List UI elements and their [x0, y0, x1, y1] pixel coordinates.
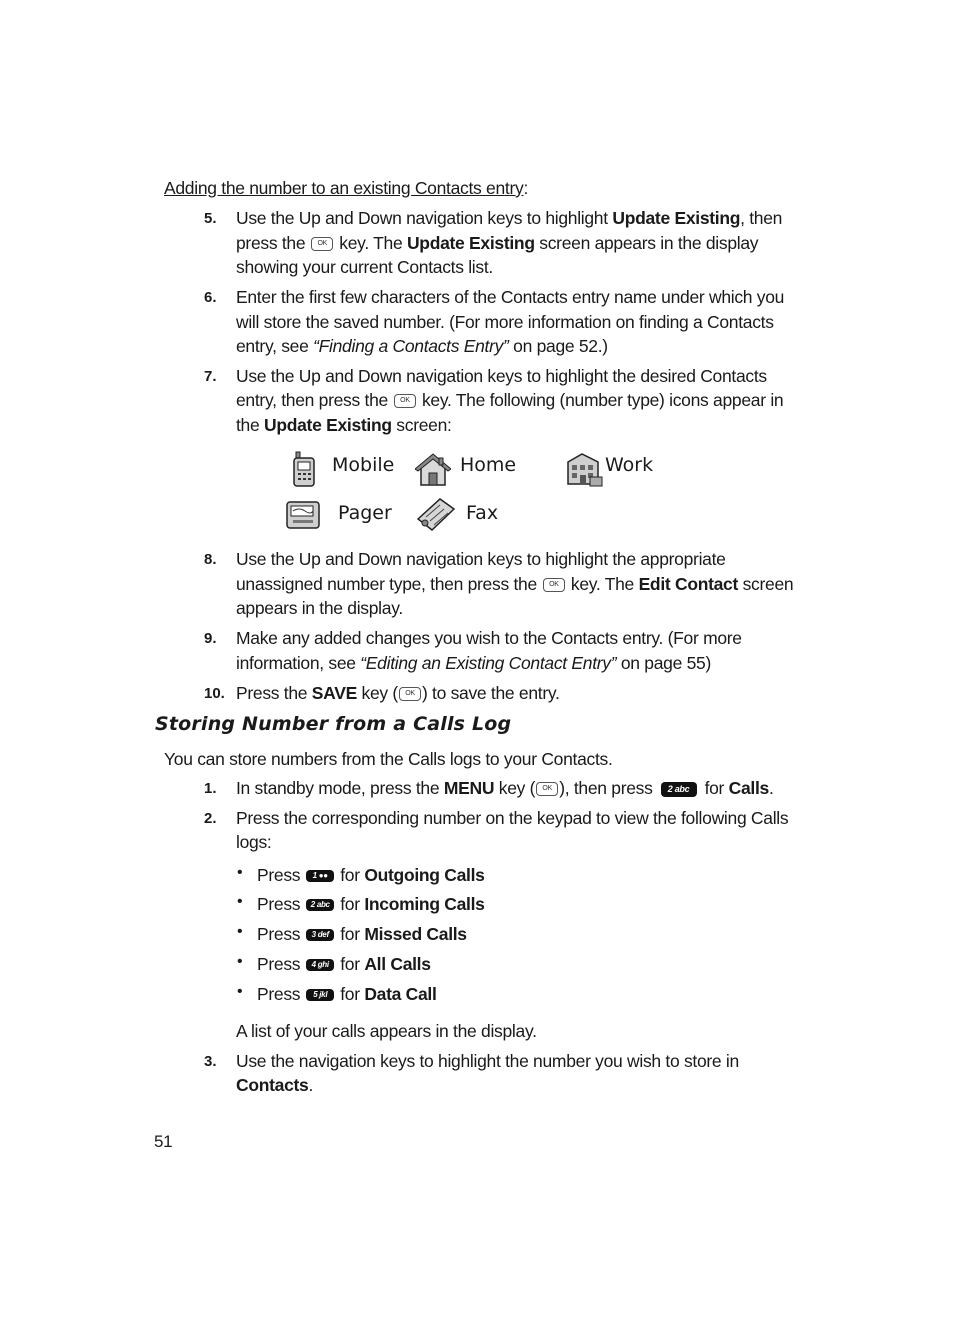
icon-label-fax: Fax [466, 502, 499, 524]
step-text: unassigned number type, then press the OK key. The Edit Contact screen [236, 574, 794, 594]
bullet-icon: • [237, 983, 243, 1000]
cross-reference-link: “Editing an Existing Contact Entry” [360, 653, 617, 673]
step-text: Use the Up and Down navigation keys to highlight the desired Contacts [236, 366, 767, 386]
ok-key-icon: OK [536, 782, 558, 796]
step-text: entry, then press the OK key. The following (number type) icons appear in [236, 390, 784, 410]
fax-icon [416, 497, 456, 533]
house-icon [415, 452, 451, 488]
step-number: 1. [204, 780, 217, 797]
ok-key-icon: OK [394, 394, 416, 408]
bullet-icon: • [237, 864, 243, 881]
icon-label-pager: Pager [338, 502, 392, 524]
ok-key-icon: OK [311, 237, 333, 251]
keypad-4-icon: 4 ghi [306, 959, 334, 971]
step-text: Press the corresponding number on the keypad to view the following Calls [236, 808, 789, 828]
step-text: Make any added changes you wish to the Contacts entry. (For more [236, 628, 742, 648]
icon-label-home: Home [460, 454, 517, 476]
ok-key-icon: OK [399, 687, 421, 701]
subsection-intro: Adding the number to an existing Contacts entry: [164, 178, 529, 198]
subsection-intro-text: Adding the number to an existing Contacts entry [164, 178, 524, 198]
page-number: 51 [154, 1132, 173, 1151]
keypad-1-icon: 1 ●● [306, 870, 334, 882]
icon-label-mobile: Mobile [332, 454, 395, 476]
ok-key-icon: OK [543, 578, 565, 592]
step-text: Use the Up and Down navigation keys to highlight the appropriate [236, 549, 726, 569]
step-text: In standby mode, press the MENU key ( OK ), then press 2 abc for Calls. [236, 778, 774, 798]
step-text: Enter the first few characters of the Contacts entry name under which you [236, 287, 785, 307]
step-text: the Update Existing screen: [236, 415, 452, 435]
list-item: Press 1 ●● for Outgoing Calls [257, 865, 485, 885]
section-heading: Storing Number from a Calls Log [155, 713, 512, 735]
list-item: Press 2 abc for Incoming Calls [257, 894, 485, 914]
step-text: Press the SAVE key ( OK ) to save the entry. [236, 683, 560, 703]
step-number: 5. [204, 210, 217, 227]
list-item: Press 5 jkl for Data Call [257, 984, 437, 1004]
step-number: 10. [204, 685, 225, 702]
icon-label-work: Work [605, 454, 654, 476]
mobile-phone-icon [290, 450, 320, 488]
step-text: Use the Up and Down navigation keys to highlight Update Existing, then [236, 208, 783, 228]
bullet-icon: • [237, 893, 243, 910]
keypad-2-icon: 2 abc [661, 782, 697, 797]
cross-reference-link: “Finding a Contacts Entry” [313, 336, 509, 356]
section-intro: You can store numbers from the Calls logs to your Contacts. [164, 749, 613, 769]
step-number: 3. [204, 1053, 217, 1070]
step-text: information, see “Editing an Existing Contact Entry” on page 55) [236, 653, 711, 673]
keypad-2-icon: 2 abc [306, 899, 334, 911]
pager-icon [285, 498, 323, 532]
step-number: 2. [204, 810, 217, 827]
step-text: appears in the display. [236, 598, 403, 618]
step-number: 6. [204, 289, 217, 306]
step-text: entry, see “Finding a Contacts Entry” on page 52.) [236, 336, 608, 356]
step-text: press the OK key. The Update Existing screen appears in the display [236, 233, 759, 253]
step-text: logs: [236, 832, 272, 852]
list-item: Press 3 def for Missed Calls [257, 924, 467, 944]
bullet-icon: • [237, 923, 243, 940]
list-item: Press 4 ghi for All Calls [257, 954, 431, 974]
list-result-text: A list of your calls appears in the display. [236, 1021, 537, 1041]
step-text: will store the saved number. (For more information on finding a Contacts [236, 312, 774, 332]
building-icon [564, 450, 604, 488]
keypad-5-icon: 5 jkl [306, 989, 334, 1001]
step-number: 7. [204, 368, 217, 385]
step-number: 8. [204, 551, 217, 568]
step-text: Contacts. [236, 1075, 314, 1095]
step-number: 9. [204, 630, 217, 647]
bullet-icon: • [237, 953, 243, 970]
step-text: Use the navigation keys to highlight the number you wish to store in [236, 1051, 739, 1071]
keypad-3-icon: 3 def [306, 929, 334, 941]
step-text: showing your current Contacts list. [236, 257, 493, 277]
